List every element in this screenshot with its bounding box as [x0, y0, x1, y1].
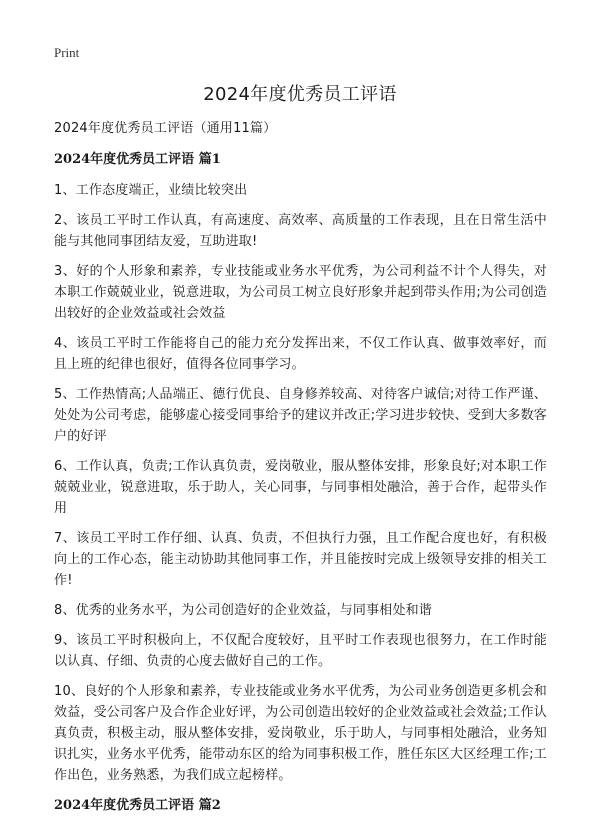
document-subtitle: 2024年度优秀员工评语（通用11篇） — [54, 121, 277, 136]
document-body — [54, 118, 547, 826]
paragraph-7: 7、该员工平时工作仔细、认真、负责，不但执行力强，且工作配合度也好，有积极向上的工作心态，能主动协助其他同事工作，并且能按时完成上级领导安排的相关工作! — [54, 531, 547, 588]
print-link[interactable]: Print — [54, 45, 80, 60]
paragraph-5: 5、工作热情高;人品端正、德行优良、自身修养较高、对待客户诚信;对待工作严谨、处处为公司考虑，能够虚心接受同事给予的建议并改正;学习进步较快、受到大多数客户的好评 — [54, 387, 547, 444]
section-heading-1: 2024年度优秀员工评语 篇1 — [54, 152, 221, 167]
paragraph-10: 10、良好的个人形象和素养，专业技能或业务水平优秀，为公司业务创造更多机会和效益，受公司客户及合作企业好评，为公司创造出较好的企业效益或社会效益;工作认真负责，积极主动，服从整体安排，爱岗敬业，乐于助人，与同事相处融洽，业务知识扎实，业务水平优秀，能带动东区的给为同事积极工作，胜任东区大区经理工作;工作出色，业务熟悉，为我们成立起榜样。 — [54, 684, 547, 783]
paragraph-1: 1、工作态度端正，业绩比较突出 — [54, 183, 248, 198]
paragraph-4: 4、该员工平时工作能将自己的能力充分发挥出来，不仅工作认真、做事效率好，而且上班的纪律也很好，值得各位同事学习。 — [54, 336, 547, 372]
paragraph-2: 2、该员工平时工作认真，有高速度、高效率、高质量的工作表现，且在日常生活中能与其他同事团结友爱，互助进取! — [54, 213, 547, 249]
paragraph-8: 8、优秀的业务水平，为公司创造好的企业效益，与同事相处和谐 — [54, 603, 433, 618]
page-title: 2024年度优秀员工评语 — [203, 84, 397, 105]
paragraph-6: 6、工作认真，负责;工作认真负责，爱岗敬业，服从整体安排，形象良好;对本职工作兢兢业业，锐意进取，乐于助人，关心同事，与同事相处融洽，善于合作，起带头作用 — [54, 459, 547, 516]
section-heading-2: 2024年度优秀员工评语 篇2 — [54, 798, 221, 813]
paragraph-3: 3、好的个人形象和素养，专业技能或业务水平优秀，为公司利益不计个人得失，对本职工作兢兢业业，锐意进取，为公司员工树立良好形象并起到带头作用;为公司创造出较好的企业效益或社会效益 — [54, 264, 547, 321]
paragraph-9: 9、该员工平时积极向上，不仅配合度较好，且平时工作表现也很努力，在工作时能以认真、仔细、负责的心度去做好自己的工作。 — [54, 633, 547, 669]
